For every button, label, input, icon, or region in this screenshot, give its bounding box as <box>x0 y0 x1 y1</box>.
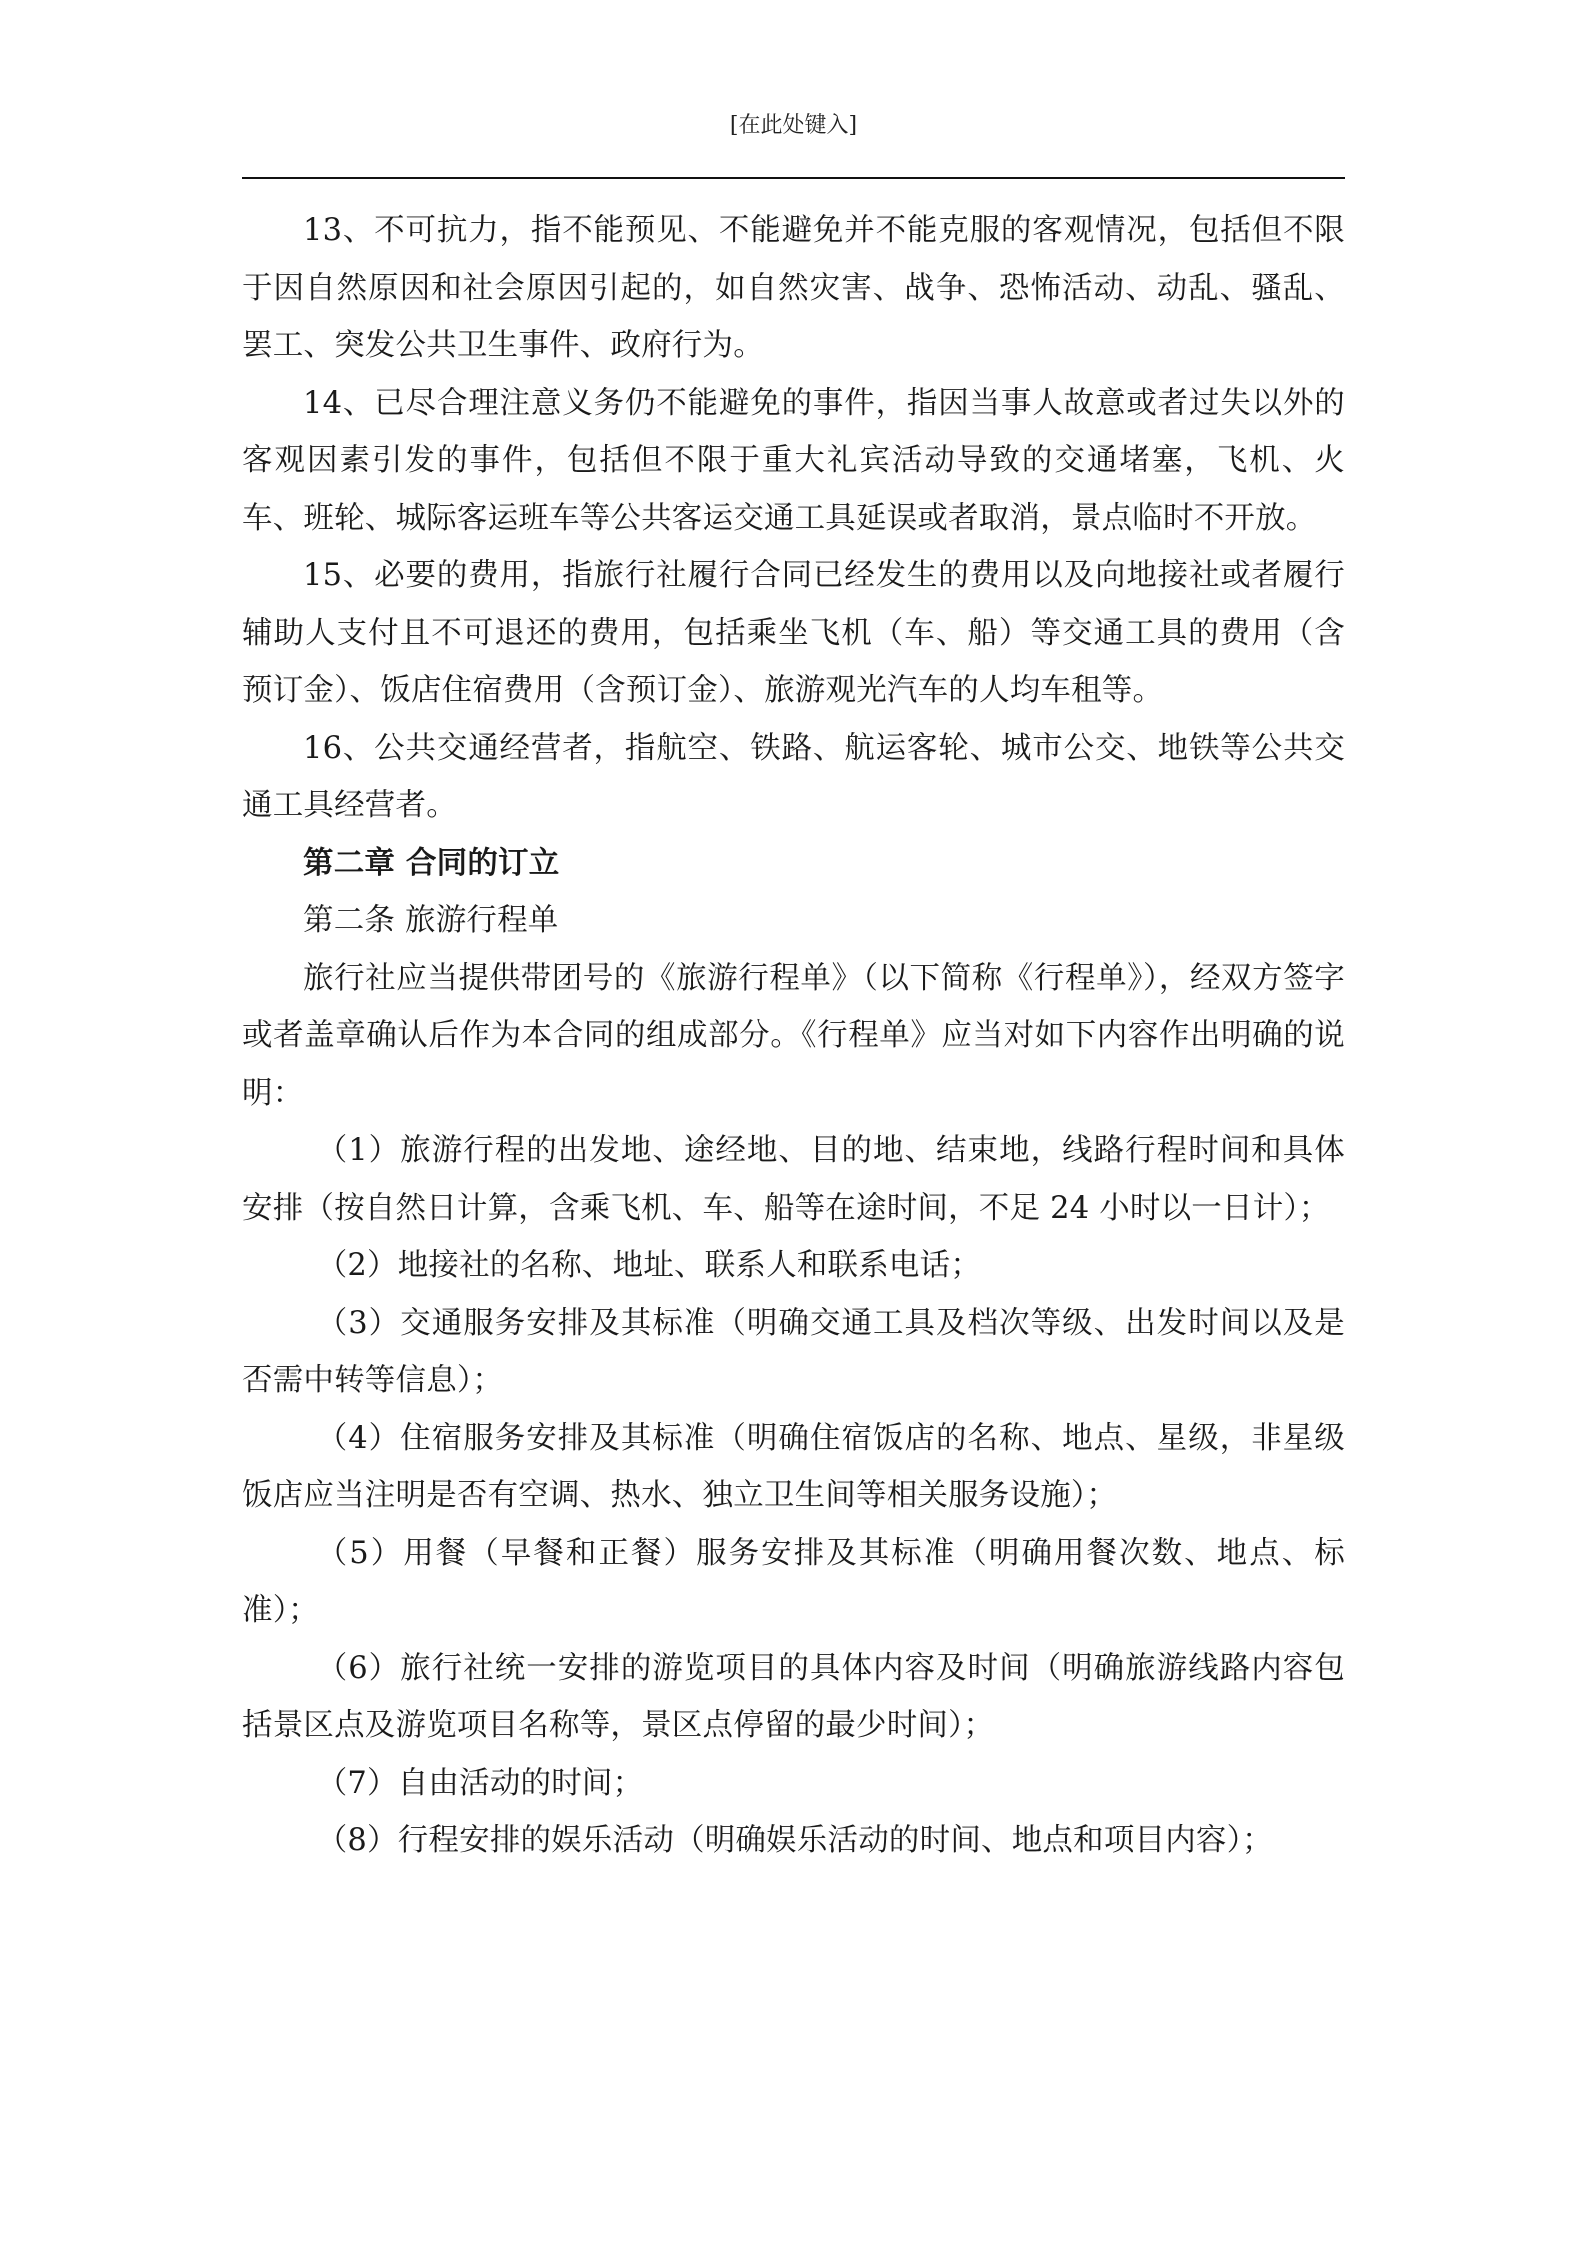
list-item: （3）交通服务安排及其标准（明确交通工具及档次等级、出发时间以及是否需中转等信息）； <box>242 1305 1345 1398</box>
paragraph-clause-15: 15、必要的费用，指旅行社履行合同已经发生的费用以及向地接社或者履行辅助人支付且不可退还的费用，包括乘坐飞机（车、船）等交通工具的费用（含预订金）、饭店住宿费用（含预订金）、旅游观光汽车的人均车租等。 <box>242 558 1345 708</box>
list-item: （6）旅行社统一安排的游览项目的具体内容及时间（明确旅游线路内容包括景区点及游览项目名称等，景区点停留的最少时间）； <box>242 1650 1345 1743</box>
paragraph-itinerary-intro: 旅行社应当提供带团号的《旅游行程单》（以下简称《行程单》），经双方签字或者盖章确认后作为本合同的组成部分。《行程单》应当对如下内容作出明确的说明： <box>242 960 1345 1111</box>
list-item: （5）用餐（早餐和正餐）服务安排及其标准（明确用餐次数、地点、标准）； <box>242 1535 1345 1628</box>
header-divider <box>242 177 1345 179</box>
paragraph-clause-16: 16、公共交通经营者，指航空、铁路、航运客轮、城市公交、地铁等公共交通工具经营者。 <box>242 730 1345 823</box>
document-body <box>242 202 1345 1870</box>
list-item: （4）住宿服务安排及其标准（明确住宿饭店的名称、地点、星级，非星级饭店应当注明是否有空调、热水、独立卫生间等相关服务设施）； <box>242 1420 1345 1513</box>
list-item: （7）自由活动的时间； <box>316 1765 644 1801</box>
list-item: （8）行程安排的娱乐活动（明确娱乐活动的时间、地点和项目内容）； <box>316 1823 1273 1858</box>
article-title: 第二条 旅游行程单 <box>303 903 559 938</box>
list-item: （1）旅游行程的出发地、途经地、目的地、结束地，线路行程时间和具体安排（按自然日计算，含乘飞机、车、船等在途时间，不足 24 小时以一日计）； <box>242 1133 1345 1226</box>
list-item: （2）地接社的名称、地址、联系人和联系电话； <box>316 1248 982 1283</box>
page-header: [在此处键入] <box>729 113 858 138</box>
paragraph-clause-14: 14、已尽合理注意义务仍不能避免的事件，指因当事人故意或者过失以外的客观因素引发的事件，包括但不限于重大礼宾活动导致的交通堵塞，飞机、火车、班轮、城际客运班车等公共客运交通工具延误或者取消，景点临时不开放。 <box>242 385 1345 536</box>
chapter-heading: 第二章 合同的订立 <box>303 844 560 881</box>
paragraph-clause-13: 13、不可抗力，指不能预见、不能避免并不能克服的客观情况，包括但不限于因自然原因和社会原因引起的，如自然灾害、战争、恐怖活动、动乱、骚乱、罢工、突发公共卫生事件、政府行为。 <box>242 213 1345 363</box>
